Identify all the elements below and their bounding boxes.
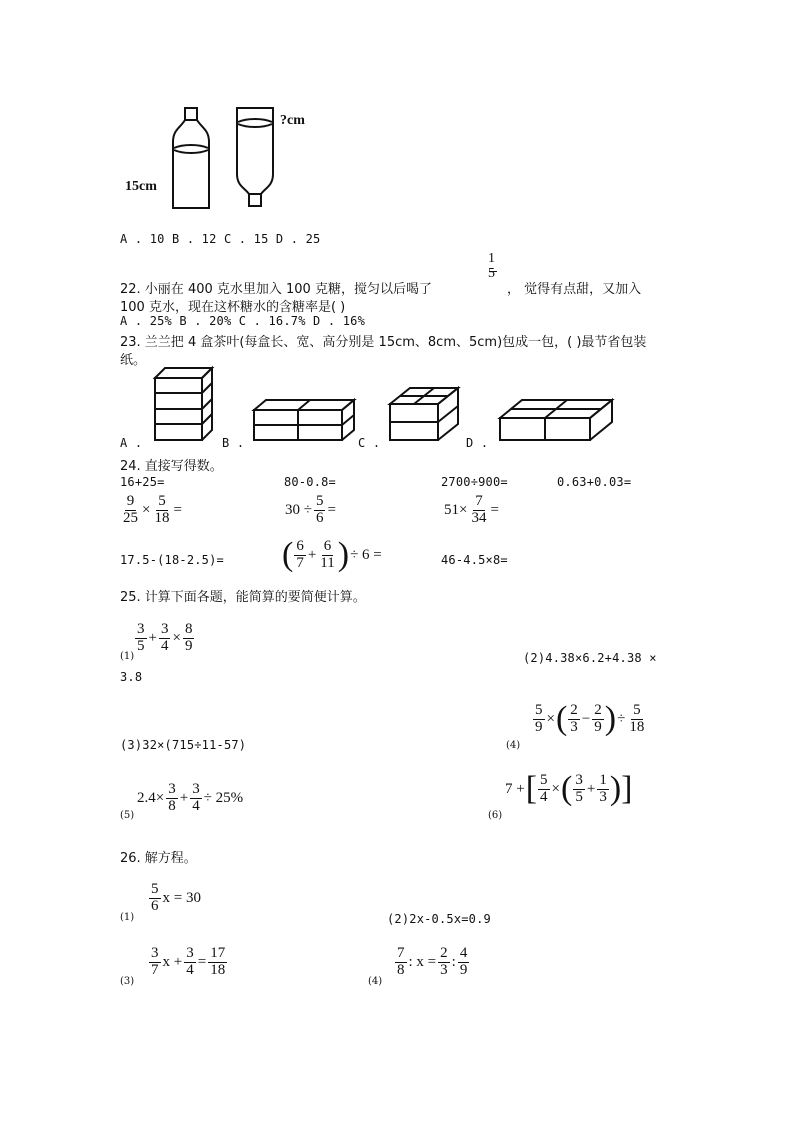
box-option-d (498, 398, 614, 444)
d: 6 (315, 509, 324, 526)
n: 5 (151, 881, 159, 897)
n: 5 (535, 701, 543, 718)
d: 3 (440, 961, 448, 978)
eq: = (197, 953, 207, 970)
tail: x = 30 (162, 889, 201, 906)
d: 9 (535, 718, 543, 735)
q25-p3: (3)32×(715÷11-57) (120, 738, 247, 752)
eq: = (327, 501, 336, 518)
d: 9 (594, 718, 602, 735)
q23-option-a: A . (120, 436, 143, 450)
q21-options: A . 10 B . 12 C . 15 D . 25 (120, 232, 321, 246)
q26-e4-index: (4) (368, 976, 383, 987)
box-option-b (252, 396, 362, 444)
n: 9 (126, 493, 135, 509)
q25-p4-index: (4) (506, 740, 521, 751)
q23-option-c: C . (358, 436, 381, 450)
lead: 51× (444, 501, 468, 518)
q24-r1c2: 80-0.8= (284, 475, 336, 489)
d: 18 (629, 718, 645, 735)
n: 3 (160, 621, 169, 637)
op: ÷ (617, 710, 626, 727)
d: 5 (575, 788, 583, 805)
n: 3 (192, 781, 200, 797)
q24-r3c3: 46-4.5×8= (441, 553, 508, 567)
n: 3 (137, 621, 145, 637)
tail: ÷ 25% (203, 789, 244, 806)
upright-bottle (173, 108, 209, 208)
n: 2 (570, 701, 578, 718)
box-option-a (150, 366, 220, 446)
q24-r2c2 (284, 494, 337, 527)
d: 6 (151, 897, 159, 914)
op: × (142, 501, 151, 518)
q22-fraction (485, 252, 498, 281)
q25-p4-expr: $\frac{5}{9}$ ×( $\frac{2}{3}$ − $\frac{2}{9}$ )÷ $\frac{5}{18}$ (535, 700, 645, 737)
d: 9 (459, 961, 468, 978)
q25-p1-index: (1) (120, 651, 135, 662)
q22-options: A . 25% B . 20% C . 16.7% D . 16% (120, 314, 366, 328)
lead: 30 ÷ (285, 501, 312, 518)
n: 4 (459, 945, 468, 961)
q24-title: 24. 直接写得数。 (120, 459, 223, 474)
d: 18 (154, 509, 170, 526)
q26-title: 26. 解方程。 (120, 851, 197, 866)
n: 5 (540, 771, 548, 788)
q24-r3c1: 17.5-(18-2.5)= (120, 553, 224, 567)
eq: = (173, 501, 182, 518)
q26-e3-expr (148, 946, 228, 979)
inverted-bottle (237, 108, 273, 206)
d: 25 (123, 509, 138, 526)
op: − (581, 710, 591, 727)
n: 6 (296, 537, 304, 554)
bottle-label-right: ?cm (280, 113, 305, 128)
q23-option-d: D . (466, 436, 489, 450)
q23-option-b: B . (222, 436, 245, 450)
n: 3 (186, 945, 194, 961)
q26-e3-index: (3) (120, 976, 135, 987)
q25-p5-index: (5) (120, 810, 135, 821)
n: 3 (168, 781, 176, 797)
q25-p5-expr (136, 782, 244, 815)
op: + (586, 780, 596, 797)
d: 3 (599, 788, 607, 805)
n: 5 (315, 493, 324, 509)
q24-r2c1 (120, 494, 183, 527)
q25-p6-index: (6) (488, 810, 503, 821)
q22-fraction-bar (489, 271, 497, 272)
box-option-c (388, 386, 460, 444)
n: 7 (397, 945, 405, 961)
q22-line1-b: ， 觉得有点甜，又加入 (507, 282, 642, 297)
tail: ÷ 6 = (350, 546, 382, 563)
n: 3 (575, 771, 583, 788)
op: + (179, 789, 189, 806)
op: × (172, 629, 181, 646)
d: 5 (137, 637, 145, 654)
d: 11 (320, 554, 335, 571)
n: 2 (440, 945, 448, 961)
q23-line2: 纸。 (120, 353, 147, 368)
n: 6 (323, 537, 332, 554)
n: 7 (475, 493, 483, 509)
d: 4 (186, 961, 194, 978)
lead: 2.4× (137, 789, 165, 806)
eq: = (490, 501, 499, 518)
q24-r1c1: 16+25= (120, 475, 165, 489)
q26-e4-expr (394, 946, 470, 979)
d: 34 (471, 509, 487, 526)
bottle-label-left: 15cm (125, 179, 157, 194)
q26-e1-index: (1) (120, 912, 135, 923)
mid: : x = (408, 953, 437, 970)
op: × (546, 710, 555, 727)
op: + (307, 546, 317, 563)
q26-e2: (2)2x-0.5x=0.9 (387, 912, 491, 926)
bottle-figure (125, 100, 325, 215)
op: × (551, 780, 561, 797)
d: 8 (397, 961, 405, 978)
q25-p2-wrap: 3.8 (120, 670, 143, 684)
q24-r3c2: ( $\frac{6}{7}$ + $\frac{6}{11}$ )÷ 6 = (282, 536, 382, 573)
q24-r2c3 (443, 494, 500, 527)
d: 9 (184, 637, 193, 654)
n: 1 (599, 771, 607, 788)
q25-p1-expr (134, 622, 195, 655)
q22-line1-a: 22. 小丽在 400 克水里加入 100 克糖，搅匀以后喝了 (120, 282, 432, 297)
d: 4 (540, 788, 548, 805)
frac-num: 1 (488, 251, 495, 266)
q22-line2: 100 克水，现在这杯糖水的含糖率是( ) (120, 300, 346, 315)
q24-r1c4: 0.63+0.03= (557, 475, 632, 489)
mid: x + (162, 953, 183, 970)
lead: 7 + (505, 780, 525, 797)
d: 7 (296, 554, 304, 571)
q25-p2: (2)4.38×6.2+4.38 × (523, 651, 657, 665)
n: 8 (184, 621, 193, 637)
n: 17 (210, 945, 226, 961)
n: 5 (633, 701, 641, 718)
n: 2 (594, 701, 602, 718)
d: 4 (160, 637, 169, 654)
d: 8 (168, 797, 176, 814)
q25-title: 25. 计算下面各题，能简算的要简便计算。 (120, 590, 366, 605)
q23-line1: 23. 兰兰把 4 盒茶叶(每盒长、宽、高分别是 15cm、8cm、5cm)包成一包，( )最节省包装 (120, 335, 647, 350)
d: 7 (151, 961, 159, 978)
d: 4 (192, 797, 200, 814)
n: 5 (158, 493, 166, 509)
n: 3 (151, 945, 159, 961)
q25-p6-expr: 7 +[ $\frac{5}{4}$ ×( $\frac{3}{5}$ + $\frac{1}{3}$ )] (505, 770, 633, 807)
q24-r1c3: 2700÷900= (441, 475, 508, 489)
op: + (148, 629, 157, 646)
op: : (451, 953, 456, 970)
d: 3 (570, 718, 578, 735)
d: 18 (210, 961, 226, 978)
frac-den: 5 (488, 265, 495, 281)
q26-e1-expr (148, 882, 202, 915)
